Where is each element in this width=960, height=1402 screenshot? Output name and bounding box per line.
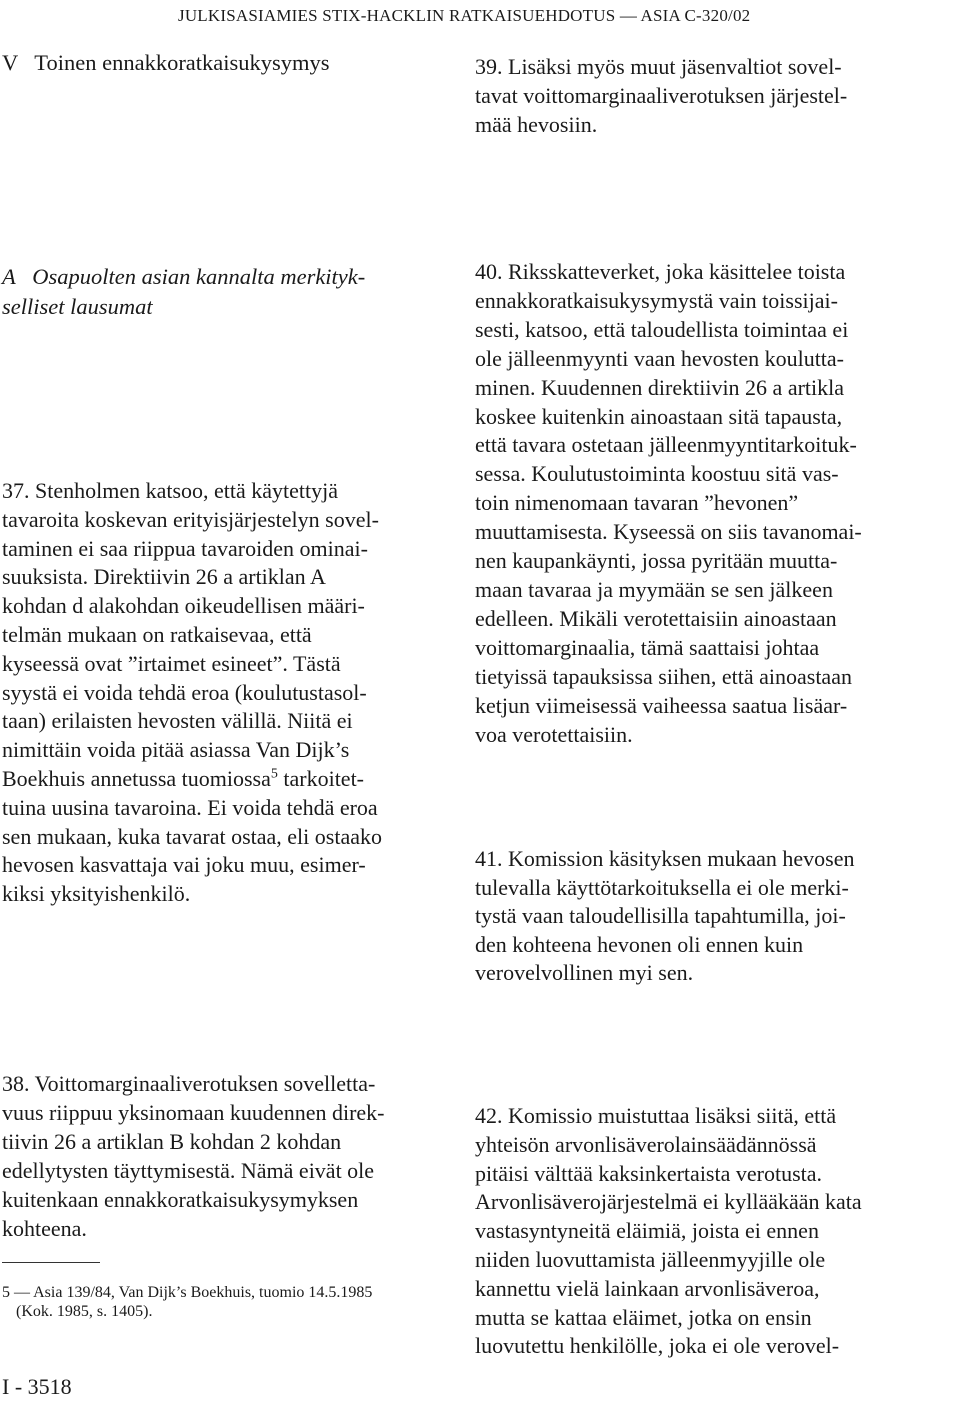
paragraph-line: kiksi yksityishenkilö. xyxy=(2,881,191,907)
paragraph-line: den kohteena hevonen oli ennen kuin xyxy=(475,931,804,957)
footnote-line: (Kok. 1985, s. 1405). xyxy=(16,1303,153,1320)
footnote-divider xyxy=(2,1262,100,1263)
paragraph-line: vastasyntyneitä eläimiä, joista ei ennen xyxy=(475,1218,819,1244)
paragraph-line: kohdan d alakohdan oikeudellisen määri- xyxy=(2,593,365,619)
paragraph-line: 39. Lisäksi myös muut jäsenvaltiot sovel- xyxy=(475,54,842,79)
paragraph-line: 40. Riksskatteverket, joka käsittelee toista xyxy=(475,259,846,284)
paragraph-line: syystä ei voida tehdä eroa (koulutustasol- xyxy=(2,679,367,705)
paragraph-line: Arvonlisäverojärjestelmä ei kyllääkään kata xyxy=(475,1189,862,1215)
text-run: Boekhuis annetussa tuomiossa xyxy=(2,765,271,791)
page-number: I - 3518 xyxy=(2,1374,72,1399)
paragraph-line: toin nimenomaan tavaran ”hevonen” xyxy=(475,490,799,516)
paragraph-line: verovelvollinen myi sen. xyxy=(475,960,694,985)
paragraph-line: luovutettu henkilölle, joka ei ole verovel- xyxy=(475,1333,840,1359)
paragraph-line: mutta se kattaa eläimet, jotka on ensin xyxy=(475,1304,812,1330)
paragraph-line: ketjun viimeisessä vaiheessa saatua lisäar- xyxy=(475,692,848,718)
paragraph-37 xyxy=(2,477,444,909)
paragraph-line: tavaroita koskevan erityisjärjestelyn sovel- xyxy=(2,506,379,532)
paragraph-line: kyseessä ovat ”irtaimet esineet”. Tästä xyxy=(2,650,341,676)
subheading-line: selliset lausumat xyxy=(2,294,153,319)
paragraph-line: tiivin 26 a artiklan B kohdan 2 kohdan xyxy=(2,1129,342,1154)
running-header: JULKISASIAMIES STIX-HACKLIN RATKAISUEHDOTUS — ASIA C-320/02 xyxy=(178,6,751,25)
paragraph-42 xyxy=(475,1102,911,1361)
paragraph-line: 42. Komissio muistuttaa lisäksi siitä, että xyxy=(475,1103,837,1128)
subheading xyxy=(2,262,442,322)
paragraph-line: tavat voittomarginaaliverotuksen järjestel- xyxy=(475,83,848,108)
paragraph-line: sen mukaan, kuka tavarat ostaa, eli ostaako xyxy=(2,823,382,849)
paragraph-line: kuitenkaan ennakkoratkaisukysymyksen xyxy=(2,1187,359,1212)
paragraph-line: sessa. Koulutustoiminta koostuu sitä vas- xyxy=(475,461,839,487)
paragraph-line: nimittäin voida pitää asiassa Van Dijk’s xyxy=(2,737,350,763)
paragraph-line: taminen ei saa riippua tavaroiden ominai- xyxy=(2,535,368,561)
paragraph-line: sesti, katsoo, että taloudellista toimintaa ei xyxy=(475,316,849,342)
section-heading: V Toinen ennakkoratkaisukysymys xyxy=(2,50,330,75)
footnote-reference[interactable]: 5 xyxy=(270,766,278,782)
paragraph-40 xyxy=(475,258,911,749)
paragraph-38 xyxy=(2,1069,444,1243)
paragraph-line: minen. Kuudennen direktiivin 26 a artikla xyxy=(475,374,845,400)
paragraph-line: voa verotettaisiin. xyxy=(475,721,633,747)
paragraph-line: muuttamisesta. Kyseessä on siis tavanomai- xyxy=(475,519,862,545)
paragraph-line: tystä vaan taloudellisilla tapahtumilla, joi- xyxy=(475,903,846,928)
paragraph-line: kohteena. xyxy=(2,1216,87,1241)
paragraph-line: mää hevosiin. xyxy=(475,112,598,137)
paragraph-line: edellytysten täyttymisestä. Nämä eivät ole xyxy=(2,1158,375,1183)
footnote xyxy=(2,1283,444,1321)
paragraph-line: ennakkoratkaisukysymystä vain toissijai- xyxy=(475,287,838,313)
paragraph-line: vuus riippuu yksinomaan kuudennen direk- xyxy=(2,1100,385,1125)
paragraph-line: 38. Voittomarginaaliverotuksen sovelletta- xyxy=(2,1071,376,1096)
paragraph-line: suuksista. Direktiivin 26 a artiklan A xyxy=(2,564,326,590)
paragraph-line: maan tavaraa ja myymään se sen jälkeen xyxy=(475,576,833,602)
paragraph-line: tulevalla käyttötarkoituksella ei ole merki- xyxy=(475,874,849,900)
paragraph-line xyxy=(2,765,444,794)
paragraph-line: kannettu vielä lainkaan arvonlisäveroa, xyxy=(475,1275,820,1301)
paragraph-line: 41. Komission käsityksen mukaan hevosen xyxy=(475,846,855,871)
paragraph-line: pitäisi välttää kaksinkertaista verotusta. xyxy=(475,1160,823,1186)
paragraph-39 xyxy=(475,52,911,139)
paragraph-line: yhteisön arvonlisäverolainsäädännössä xyxy=(475,1131,817,1157)
text-run: tarkoitet- xyxy=(277,765,365,791)
paragraph-line: nen kaupankäynti, jossa pyritään muutta- xyxy=(475,548,838,574)
paragraph-line: että tavara ostetaan jälleenmyyntitarkoituk- xyxy=(475,432,857,458)
paragraph-line: ole jälleenmyynti vaan hevosten koulutta- xyxy=(475,345,845,371)
paragraph-line: telmän mukaan on ratkaisevaa, että xyxy=(2,621,312,647)
paragraph-line: voittomarginaalia, tämä saattaisi johtaa xyxy=(475,634,820,660)
paragraph-line: edelleen. Mikäli verotettaisiin ainoastaan xyxy=(475,605,837,631)
paragraph-line: niiden luovuttamista jälleenmyyjille ole xyxy=(475,1246,826,1272)
paragraph-line: tietyissä tapauksissa siihen, että ainoastaan xyxy=(475,663,852,689)
paragraph-line: taan) erilaisten hevosten välillä. Niitä ei xyxy=(2,708,353,734)
paragraph-line: tuina uusina tavaroina. Ei voida tehdä eroa xyxy=(2,794,378,820)
paragraph-line: koskee kuitenkin ainoastaan sitä tapausta, xyxy=(475,403,843,429)
footnote-line: 5 — Asia 139/84, Van Dijk’s Boekhuis, tuomio 14.5.1985 xyxy=(2,1284,373,1301)
paragraph-line: 37. Stenholmen katsoo, että käytettyjä xyxy=(2,478,339,503)
subheading-line: A Osapuolten asian kannalta merkityk- xyxy=(2,264,366,289)
paragraph-line: hevosen kasvattaja vai joku muu, esimer- xyxy=(2,852,366,878)
paragraph-41 xyxy=(475,845,911,988)
